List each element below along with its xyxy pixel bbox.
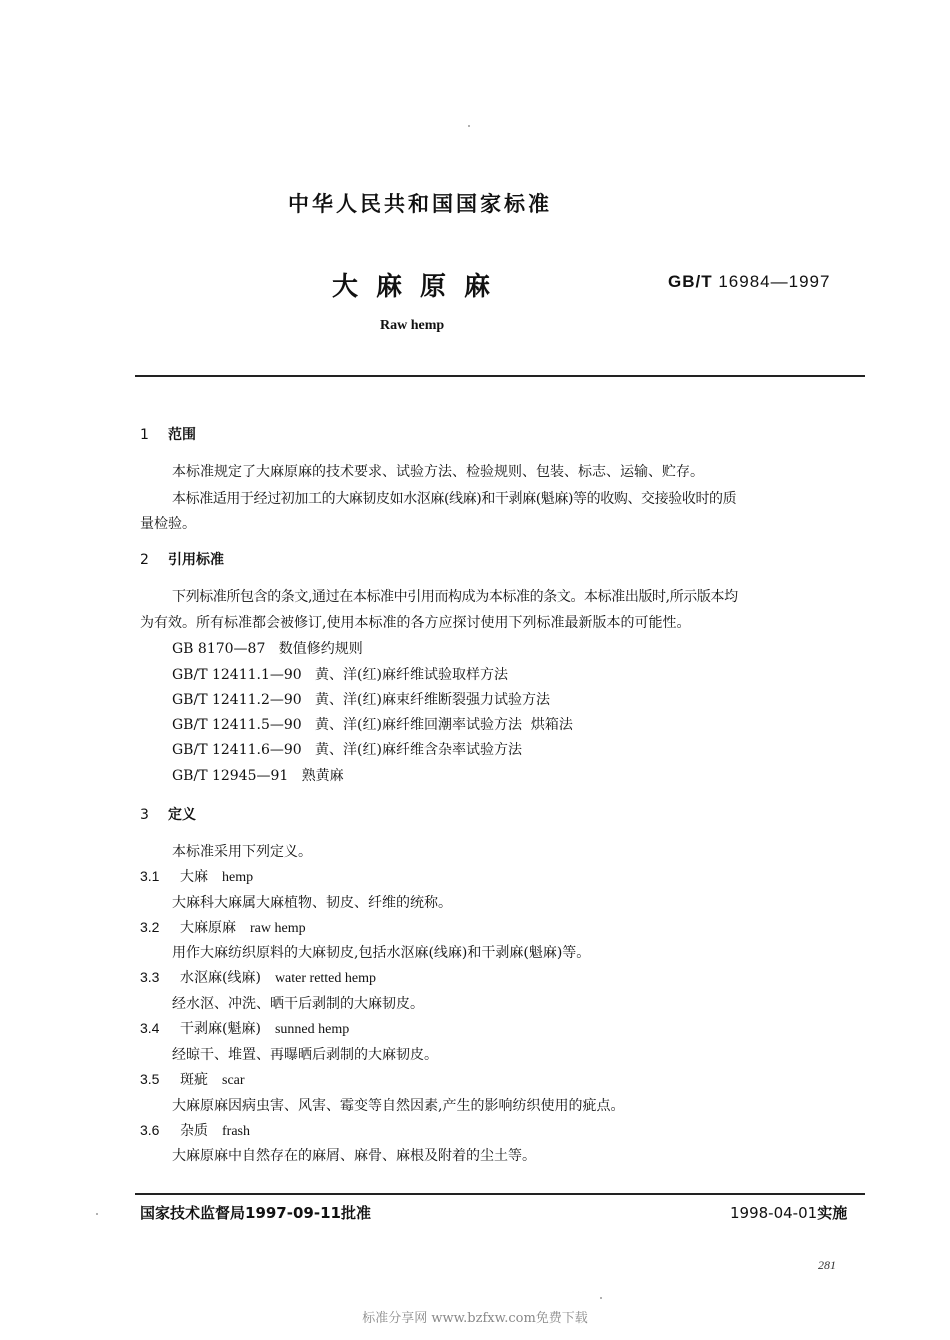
definition-term-en: scar [222, 1073, 245, 1088]
reference-code: GB/T 12411.1—90 [172, 667, 302, 683]
reference-name: 黄、洋(红)麻束纤维断裂强力试验方法 [315, 692, 550, 708]
definition-term: 大麻 [180, 869, 208, 885]
definition-number: 3.5 [140, 1071, 160, 1087]
reference-name: 黄、洋(红)麻纤维含杂率试验方法 [315, 742, 522, 758]
definition-text: 用作大麻纺织原料的大麻韧皮,包括水沤麻(线麻)和干剥麻(魁麻)等。 [172, 945, 591, 961]
standard-code [668, 272, 830, 292]
header-divider [135, 375, 865, 377]
section-3-title: 定义 [168, 807, 196, 823]
reference-item [172, 689, 550, 709]
effective-statement [730, 1202, 847, 1223]
watermark-text: 标准分享网 www.bzfxw.com免费下载 [362, 1311, 588, 1326]
definition-term: 干剥麻(魁麻) [180, 1021, 261, 1037]
section-1-heading [140, 424, 196, 444]
definition-heading [140, 866, 253, 886]
section-1-para-2-line-2: 量检验。 [140, 516, 196, 532]
section-2-para-1-line-2: 为有效。所有标准都会被修订,使用本标准的各方应探讨使用下列标准最新版本的可能性。 [140, 615, 691, 631]
effective-label: 实施 [817, 1204, 848, 1222]
reference-name: 黄、洋(红)麻纤维试验取样方法 [315, 667, 508, 683]
english-title: Raw hemp [380, 318, 445, 333]
definition-text: 经水沤、冲洗、晒干后剥制的大麻韧皮。 [172, 996, 424, 1012]
definition-number: 3.3 [140, 969, 160, 985]
reference-item [172, 765, 344, 785]
definition-text: 大麻科大麻属大麻植物、韧皮、纤维的统称。 [172, 895, 452, 911]
definition-heading [140, 967, 376, 987]
reference-item [172, 664, 508, 684]
document-title: 大麻原麻 [331, 272, 508, 302]
section-3-number: 3 [140, 807, 149, 823]
definition-number: 3.6 [140, 1122, 160, 1138]
scan-speck [600, 1297, 602, 1299]
section-1-title: 范围 [168, 427, 196, 443]
reference-code: GB/T 12411.6—90 [172, 742, 302, 758]
definition-term-en: raw hemp [250, 921, 306, 936]
approval-statement: 国家技术监督局1997-09-11批准 [140, 1204, 371, 1222]
reference-code: GB/T 12411.2—90 [172, 692, 302, 708]
reference-item [172, 739, 522, 759]
definition-term: 水沤麻(线麻) [180, 970, 261, 986]
section-2-number: 2 [140, 552, 149, 568]
definition-heading [140, 1120, 250, 1140]
scan-speck [468, 125, 470, 127]
section-3-heading [140, 804, 196, 824]
definition-number: 3.2 [140, 919, 160, 935]
definition-text: 大麻原麻因病虫害、风害、霉变等自然因素,产生的影响纺织使用的疵点。 [172, 1098, 625, 1114]
reference-name: 黄、洋(红)麻纤维回潮率试验方法 烘箱法 [315, 717, 573, 733]
footer-divider [135, 1193, 865, 1195]
page-number: 281 [818, 1258, 836, 1272]
definition-heading [140, 1069, 245, 1089]
definition-term-en: frash [222, 1124, 250, 1139]
section-1-para-1: 本标准规定了大麻原麻的技术要求、试验方法、检验规则、包装、标志、运输、贮存。 [172, 464, 704, 480]
definition-term-en: sunned hemp [274, 1022, 350, 1037]
definition-term: 杂质 [180, 1123, 208, 1139]
definition-term: 大麻原麻 [180, 920, 236, 936]
effective-date: 1998-04-01 [730, 1204, 818, 1222]
section-2-heading [140, 549, 224, 569]
section-2-title: 引用标准 [168, 552, 224, 568]
definition-number: 3.1 [140, 868, 160, 884]
section-1-para-2-line-1: 本标准适用于经过初加工的大麻韧皮如水沤麻(线麻)和干剥麻(魁麻)等的收购、交接验收时的质 [172, 491, 737, 507]
section-3-intro: 本标准采用下列定义。 [172, 844, 312, 860]
section-2-para-1-line-1: 下列标准所包含的条文,通过在本标准中引用而构成为本标准的条文。本标准出版时,所示版本均 [172, 589, 738, 605]
definition-term-en: hemp [222, 870, 254, 885]
definition-number: 3.4 [140, 1020, 160, 1036]
scan-speck [96, 1213, 98, 1215]
definition-term-en: water retted hemp [274, 971, 376, 986]
definition-text: 大麻原麻中自然存在的麻屑、麻骨、麻根及附着的尘土等。 [172, 1148, 536, 1164]
definition-heading [140, 917, 306, 937]
reference-code: GB/T 12411.5—90 [172, 717, 302, 733]
reference-item [172, 638, 363, 658]
section-1-number: 1 [140, 427, 149, 443]
definition-text: 经晾干、堆置、再曝晒后剥制的大麻韧皮。 [172, 1047, 438, 1063]
reference-code: GB/T 12945—91 [172, 768, 289, 784]
reference-name: 数值修约规则 [278, 641, 363, 657]
reference-code: GB 8170—87 [172, 641, 266, 657]
standard-code-prefix: GB/T [668, 272, 713, 291]
reference-item [172, 714, 573, 734]
national-standard-heading: 中华人民共和国国家标准 [288, 192, 552, 216]
definition-heading [140, 1018, 349, 1038]
standard-code-number: 16984—1997 [718, 272, 831, 291]
reference-name: 熟黄麻 [301, 768, 344, 784]
definition-term: 斑疵 [180, 1072, 208, 1088]
